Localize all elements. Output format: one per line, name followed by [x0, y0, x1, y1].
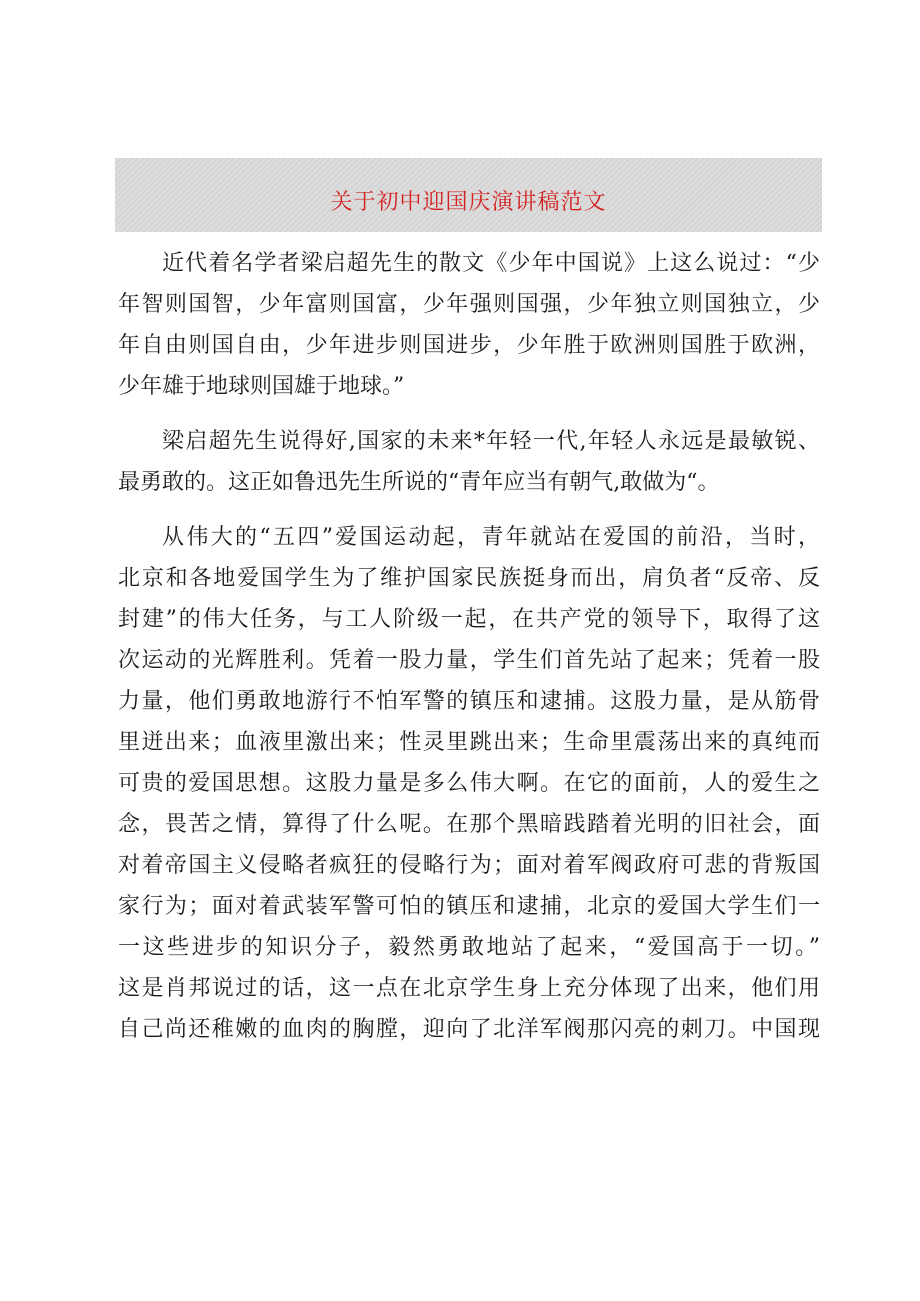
- text-line: 北京和各地爱国学生为了维护国家民族挺身而出，肩负者“反帝、反: [118, 566, 820, 591]
- text-line: 对着帝国主义侵略者疯狂的侵略行为；面对着军阀政府可悲的背叛国: [118, 853, 820, 878]
- document-title: 关于初中迎国庆演讲稿范文: [330, 189, 607, 215]
- text-line: 少年雄于地球则国雄于地球。”: [118, 374, 405, 399]
- document-body: [118, 243, 820, 1050]
- text-line: 力量，他们勇敢地游行不怕军警的镇压和逮捕。这股力量，是从筋骨: [118, 689, 820, 714]
- text-line: 最勇敢的。这正如鲁迅先生所说的“青年应当有朝气,敢做为“。: [118, 470, 720, 495]
- text-line: 自己尚还稚嫩的血肉的胸膛，迎向了北洋军阀那闪亮的刺刀。中国现: [118, 1017, 820, 1042]
- text-line: 从伟大的“五四”爱国运动起，青年就站在爱国的前沿，当时，: [162, 525, 820, 550]
- text-line: 封建”的伟大任务，与工人阶级一起，在共产党的领导下，取得了这: [118, 607, 820, 632]
- paragraph-2: [118, 421, 820, 503]
- paragraph-1: [118, 243, 820, 407]
- text-line: 里迸出来；血液里激出来；性灵里跳出来；生命里震荡出来的真纯而: [118, 730, 820, 755]
- text-line: 近代着名学者梁启超先生的散文《少年中国说》上这么说过：“少: [162, 251, 820, 276]
- text-line: 年智则国智，少年富则国富，少年强则国强，少年独立则国独立，少: [118, 292, 820, 317]
- text-line: 一这些进步的知识分子，毅然勇敢地站了起来，“爱国高于一切。”: [118, 935, 820, 960]
- title-banner: [115, 158, 822, 232]
- text-line: 可贵的爱国思想。这股力量是多么伟大啊。在它的面前，人的爱生之: [118, 771, 820, 796]
- text-line: 年自由则国自由，少年进步则国进步，少年胜于欧洲则国胜于欧洲，: [118, 333, 820, 358]
- text-line: 这是肖邦说过的话，这一点在北京学生身上充分体现了出来，他们用: [118, 976, 820, 1001]
- text-line: 念，畏苦之情，算得了什么呢。在那个黑暗践踏着光明的旧社会，面: [118, 812, 820, 837]
- paragraph-3: [118, 517, 820, 1050]
- text-line: 次运动的光辉胜利。凭着一股力量，学生们首先站了起来；凭着一股: [118, 648, 820, 673]
- text-line: 梁启超先生说得好,国家的未来*年轻一代,年轻人永远是最敏锐、: [162, 429, 820, 454]
- text-line: 家行为；面对着武装军警可怕的镇压和逮捕，北京的爱国大学生们一: [118, 894, 820, 919]
